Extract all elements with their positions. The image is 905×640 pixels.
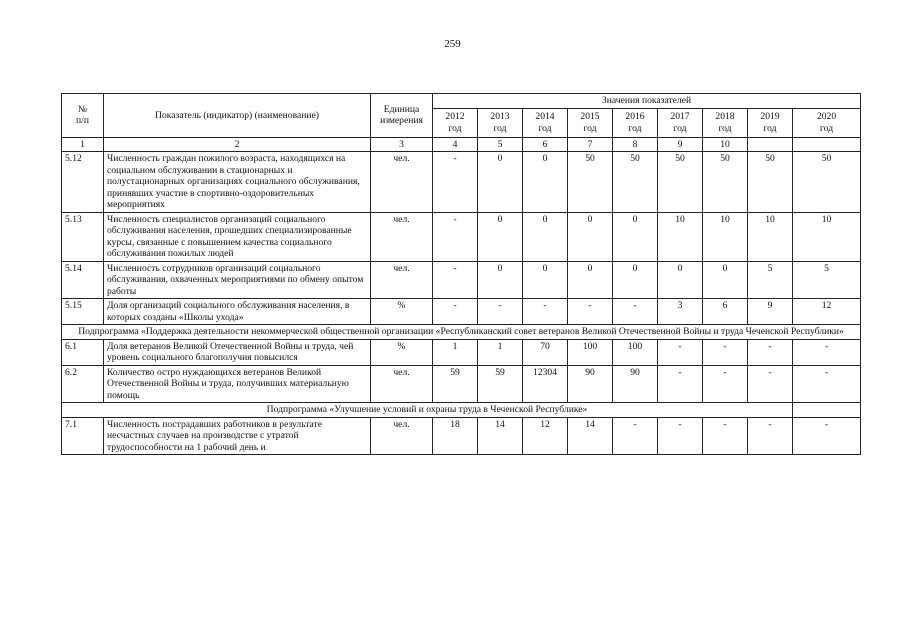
indicator-name: Численность сотрудников организаций социального обслуживания, охваченных мероприятиями по обмену опытом работы: [104, 261, 371, 299]
indicator-value: -: [793, 339, 861, 365]
header-values: Значения показателей: [433, 94, 861, 109]
indicator-value: 1: [433, 339, 478, 365]
column-number: 8: [613, 137, 658, 152]
indicator-value: 90: [613, 365, 658, 403]
indicator-value: -: [793, 365, 861, 403]
indicator-value: 90: [568, 365, 613, 403]
indicator-name: Численность специалистов организаций социального обслуживания населения, прошедших специализированные курсы, связанные с повышением качества социального обслуживания пожилых людей: [104, 212, 371, 261]
header-year: 2017 год: [658, 108, 703, 137]
column-number: 3: [371, 137, 433, 152]
indicator-value: -: [748, 365, 793, 403]
row-number: 5.15: [62, 299, 104, 325]
header-num: № п/п: [62, 94, 104, 138]
table-row: [62, 261, 861, 299]
indicator-value: 12304: [523, 365, 568, 403]
indicator-value: -: [478, 299, 523, 325]
table-row: [62, 299, 861, 325]
column-number: 1: [62, 137, 104, 152]
indicator-value: 0: [568, 212, 613, 261]
indicator-value: 50: [748, 152, 793, 213]
indicator-value: 100: [568, 339, 613, 365]
indicator-value: -: [433, 152, 478, 213]
indicator-value: -: [433, 212, 478, 261]
indicator-value: -: [703, 365, 748, 403]
subprogram-title: Подпрограмма «Улучшение условий и охраны труда в Чеченской Республике»: [62, 403, 793, 418]
indicator-value: -: [613, 417, 658, 455]
header-year: 2013 год: [478, 108, 523, 137]
unit: чел.: [371, 212, 433, 261]
row-number: 5.12: [62, 152, 104, 213]
indicator-value: 0: [523, 152, 568, 213]
indicator-value: 50: [568, 152, 613, 213]
indicator-value: 59: [433, 365, 478, 403]
row-number: 6.2: [62, 365, 104, 403]
indicator-name: Доля ветеранов Великой Отечественной Войны и труда, чей уровень социального благополучия повысился: [104, 339, 371, 365]
header-year: 2019 год: [748, 108, 793, 137]
indicator-value: -: [748, 339, 793, 365]
indicator-name: Численность граждан пожилого возраста, находящихся на социальном обслуживании в стационарных и полустационарных организациях социального обслуживания, принявших участие в спортивно-оздоровительных мероприятиях: [104, 152, 371, 213]
indicator-value: -: [703, 417, 748, 455]
subprogram-title: Подпрограмма «Поддержка деятельности некоммерческой общественной организации «Республиканский совет ветеранов Великой Отечественной Войны и труда Чеченской Республики»: [62, 325, 861, 340]
header-year: 2018 год: [703, 108, 748, 137]
indicators-table: [61, 93, 861, 455]
subprogram-row: [62, 403, 861, 418]
indicator-value: -: [748, 417, 793, 455]
indicator-value: 9: [748, 299, 793, 325]
unit: чел.: [371, 261, 433, 299]
indicator-value: 10: [793, 212, 861, 261]
column-number: 2: [104, 137, 371, 152]
header-year: 2015 год: [568, 108, 613, 137]
row-number: 5.13: [62, 212, 104, 261]
indicator-value: 0: [523, 261, 568, 299]
column-numbers-row: [62, 137, 861, 152]
indicator-value: 1: [478, 339, 523, 365]
header-year: 2014 год: [523, 108, 568, 137]
indicator-value: 3: [658, 299, 703, 325]
column-number: [748, 137, 793, 152]
indicator-value: -: [613, 299, 658, 325]
indicator-value: 50: [613, 152, 658, 213]
indicator-value: -: [793, 417, 861, 455]
row-number: 6.1: [62, 339, 104, 365]
indicator-value: -: [568, 299, 613, 325]
indicator-value: 14: [478, 417, 523, 455]
indicator-value: 50: [793, 152, 861, 213]
indicator-value: -: [658, 417, 703, 455]
row-number: 5.14: [62, 261, 104, 299]
indicator-value: -: [658, 339, 703, 365]
indicator-value: 59: [478, 365, 523, 403]
unit: %: [371, 299, 433, 325]
indicator-value: -: [703, 339, 748, 365]
indicator-name: Численность пострадавших работников в результате несчастных случаев на производстве с утратой трудоспособности на 1 рабочий день и: [104, 417, 371, 455]
indicator-name: Количество остро нуждающихся ветеранов Великой Отечественной Войны и труда, получивших материальную помощь: [104, 365, 371, 403]
indicator-value: 5: [793, 261, 861, 299]
row-number: 7.1: [62, 417, 104, 455]
table-row: [62, 212, 861, 261]
header-row: [62, 94, 861, 109]
page-number: 259: [444, 38, 461, 50]
unit: чел.: [371, 365, 433, 403]
header-indicator: Показатель (индикатор) (наименование): [104, 94, 371, 138]
unit: %: [371, 339, 433, 365]
header-unit: Единица измерения: [371, 94, 433, 138]
indicator-value: 0: [478, 212, 523, 261]
indicator-value: -: [523, 299, 568, 325]
subprogram-row: [62, 325, 861, 340]
indicator-value: 6: [703, 299, 748, 325]
indicator-value: 100: [613, 339, 658, 365]
indicator-value: 12: [523, 417, 568, 455]
header-year: 2012 год: [433, 108, 478, 137]
indicator-value: 0: [613, 261, 658, 299]
header-year: 2016 год: [613, 108, 658, 137]
indicator-value: 70: [523, 339, 568, 365]
column-number: 7: [568, 137, 613, 152]
table-row: [62, 339, 861, 365]
column-number: [793, 137, 861, 152]
indicator-value: 0: [613, 212, 658, 261]
indicator-value: 10: [658, 212, 703, 261]
indicator-value: -: [658, 365, 703, 403]
column-number: 5: [478, 137, 523, 152]
table-row: [62, 152, 861, 213]
indicator-value: 10: [703, 212, 748, 261]
indicator-value: -: [433, 299, 478, 325]
indicator-value: -: [433, 261, 478, 299]
indicator-value: 5: [748, 261, 793, 299]
indicator-value: 50: [703, 152, 748, 213]
column-number: 9: [658, 137, 703, 152]
indicator-value: 18: [433, 417, 478, 455]
indicator-value: 0: [568, 261, 613, 299]
unit: чел.: [371, 152, 433, 213]
column-number: 6: [523, 137, 568, 152]
column-number: 4: [433, 137, 478, 152]
unit: чел.: [371, 417, 433, 455]
indicator-value: 14: [568, 417, 613, 455]
indicator-value: 0: [478, 261, 523, 299]
header-year: 2020 год: [793, 108, 861, 137]
table-row: [62, 417, 861, 455]
column-number: 10: [703, 137, 748, 152]
table-row: [62, 365, 861, 403]
indicator-value: 50: [658, 152, 703, 213]
indicator-value: 0: [478, 152, 523, 213]
indicator-value: 10: [748, 212, 793, 261]
indicator-value: 0: [523, 212, 568, 261]
indicator-name: Доля организаций социального обслуживания населения, в которых созданы «Школы ухода»: [104, 299, 371, 325]
indicator-value: 0: [703, 261, 748, 299]
empty-cell: [793, 403, 861, 418]
indicator-value: 0: [658, 261, 703, 299]
indicator-value: 12: [793, 299, 861, 325]
